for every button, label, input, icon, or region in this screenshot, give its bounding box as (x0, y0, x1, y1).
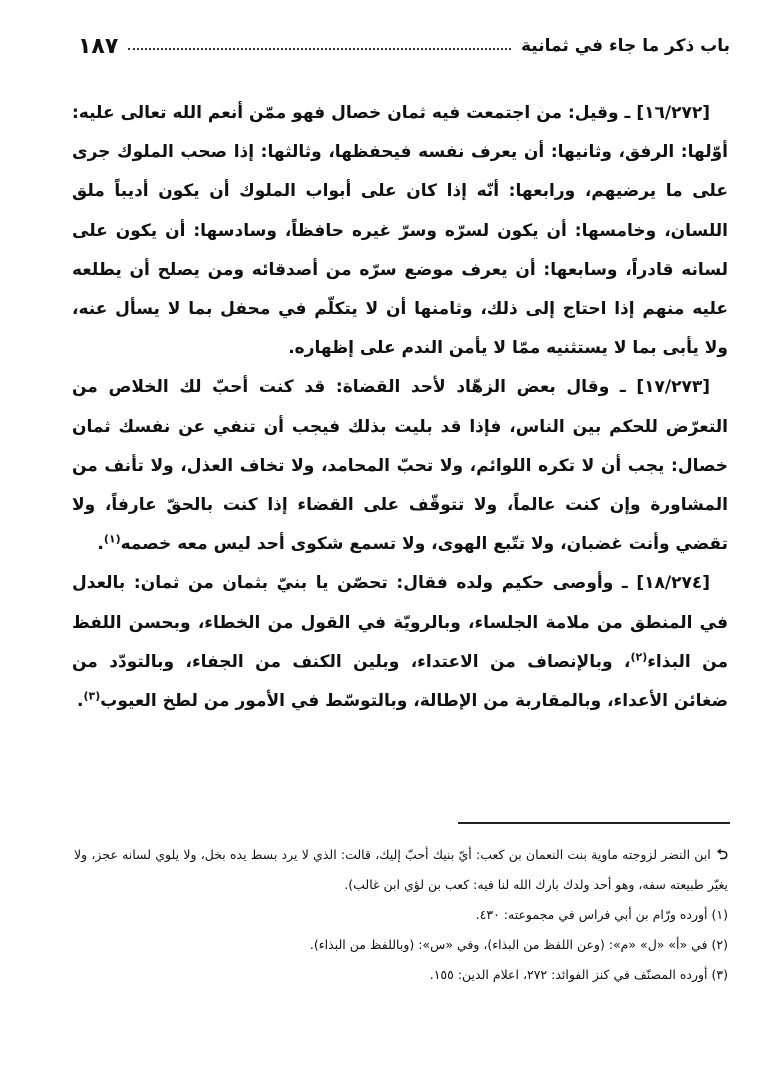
footnotes (74, 840, 728, 990)
footnote-1: (١) أورده ورّام بن أبي فراس في مجموعته: ٤٣٠. (475, 907, 728, 922)
footnote-ref-3[interactable]: (٣) (83, 689, 101, 703)
paragraph-272 (72, 94, 728, 368)
footnote-ref-1[interactable]: (١) (103, 532, 121, 546)
paragraph-text: ـ وقال بعض الزهّاد لأحد القضاة: قد كنت أحبّ لك الخلاص من التعرّض للحكم بين الناس، فإذا قد بليت بذلك فيجب أن تنفي عن نفسك ثمان خصال: يجب أن لا تكره اللوائم، ولا تحبّ المحامد، ولا تخاف العذل، ولا تأنف من المشاورة وإن كنت عالماً، ولا تتوقّف على القضاء إذا كنت بالحقّ عارفاً، ولا تقضي وأنت غضبان، ولا تتّبع الهوى، ولا تسمع شكوى أحد ليس معه خصمه (72, 377, 728, 555)
paragraph-end: . (76, 691, 84, 712)
paragraph-text: ـ وأوصى حكيم ولده فقال: تحصّن يا بنيّ بثمان من ثمان: بالعدل في المنطق من ملامة الجلساء، وبالرويّة في القول من الخطاء، وبحسن اللفظ من البذاء (72, 573, 728, 672)
paragraph-number: [١٧/٢٧٣] (636, 377, 710, 398)
running-header (78, 30, 730, 62)
main-text (72, 94, 728, 721)
footnote-divider (458, 822, 730, 824)
paragraph-273 (72, 368, 728, 564)
paragraph-text-continued: ، وبالإنصاف من الاعتداء، وبلين الكنف من الجفاء، وبالتودّد من ضغائن الأعداء، وبالمقاربة من الإطالة، وبالتوسّط في الأمور من لطخ العيوب (72, 651, 728, 712)
paragraph-number: [١٦/٢٧٢] (636, 103, 710, 123)
footnote-continuation (74, 840, 728, 900)
paragraph-text: ـ وقيل: من اجتمعت فيه ثمان خصال فهو ممّن أنعم الله تعالى عليه: أوّلها: الرفق، وثانيها: أن يعرف نفسه فيحفظها، وثالثها: إذا صحب الملوك جرى على ما يرضيهم، ورابعها: أنّه إذا كان على أبواب الملوك أن يكون أديباً ملق اللسان، وخامسها: أن يكون لسرّه وسرّ غيره حافظاً، وسادسها: أن يكون على لسانه قادراً، وسابعها: أن يعرف موضع سرّه من أصدقائه ومن يصلح أن يطلعه عليه منهم إذا احتاج إلى ذلك، وثامنها أن لا يتكلّم في محفل بما لا يسأل عنه، ولا يأبى بما لا يستثنيه ممّا لا يأمن الندم على إظهاره. (72, 103, 728, 359)
footnote-2: (٢) في «أ» «ل» «م»: (وعن اللفظ من البذاء)، وفي «س»: (وباللفظ من البذاء). (309, 937, 728, 952)
chapter-title: باب ذكر ما جاء في ثمانية (521, 36, 730, 56)
paragraph-end: . (97, 534, 104, 555)
footnote-ref-2[interactable]: (٢) (630, 650, 648, 664)
footnote-3: (٣) أورده المصنّف في كنز الفوائد: ٢٧٢، اعلام الدين: ١٥٥. (429, 967, 728, 982)
footnote-continuation-text: ابن النضر لزوجته ماوية بنت النعمان بن كعب: أيّ بنيك أحبّ إليك، قالت: الذي لا يرد بسط يده بخل، ولا يلوي لسانه عجز، ولا يغيّر طبيعته سفه، وهو أحد ولدك بارك الله لنا فيه: كعب بن لؤي ابن غالب). (74, 847, 728, 892)
paragraph-number: [١٨/٢٧٤] (636, 573, 710, 594)
continuation-arrow-icon: ⮌ (716, 847, 728, 863)
page-number: ١٨٧ (78, 33, 119, 59)
paragraph-274 (72, 564, 728, 721)
header-dot-leader (128, 48, 511, 50)
